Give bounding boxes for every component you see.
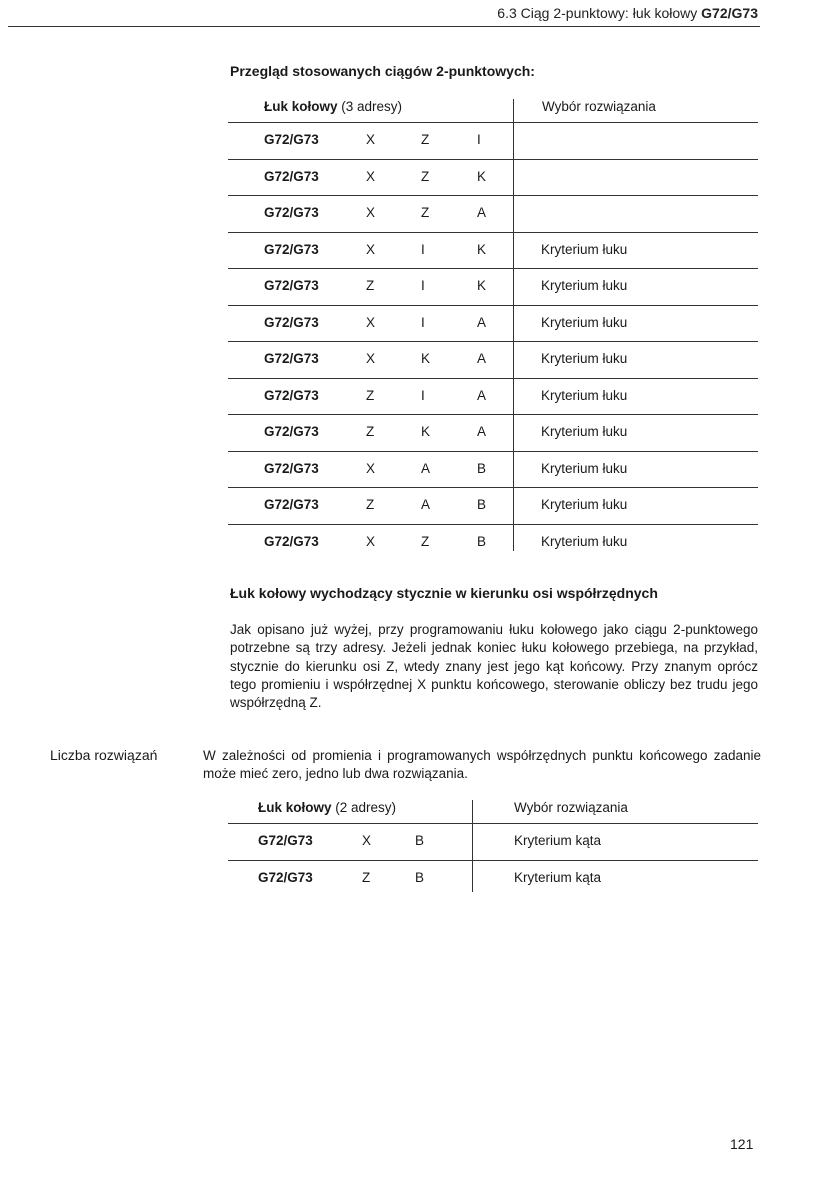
- cell-a2: A: [421, 460, 431, 476]
- table2-header-note: (2 adresy): [331, 800, 397, 815]
- cell-a3: K: [477, 241, 487, 257]
- cell-a3: A: [477, 424, 487, 439]
- cell-choice: Kryterium łuku: [541, 314, 628, 330]
- cell-code: G72/G73: [264, 533, 319, 549]
- cell-a1: Z: [362, 869, 371, 885]
- table-row: [228, 451, 758, 488]
- table-row: [228, 860, 758, 897]
- cell-choice: Kryterium łuku: [541, 497, 628, 512]
- table1-header-right: Wybór rozwiązania: [542, 99, 656, 114]
- cell-a2: K: [421, 351, 431, 366]
- cell-choice: Kryterium łuku: [541, 278, 628, 293]
- header-section-code: G72/G73: [701, 5, 758, 21]
- cell-a3: A: [477, 314, 487, 330]
- cell-choice: Kryterium łuku: [541, 460, 628, 476]
- table2-header-left: [258, 800, 396, 815]
- solutions-paragraph: W zależności od promienia i programowanych współrzędnych punktu końcowego zadanie może mieć zero, jedno lub dwa rozwiązania.: [203, 748, 761, 782]
- cell-a3: A: [477, 387, 487, 403]
- cell-a3: B: [477, 497, 487, 512]
- table-row: [228, 414, 758, 451]
- cell-code: G72/G73: [264, 460, 319, 476]
- cell-choice: Kryterium łuku: [541, 351, 628, 366]
- table-row: [228, 159, 758, 196]
- tangent-title: Łuk kołowy wychodzący stycznie w kierunku osi współrzędnych: [230, 585, 658, 601]
- cell-a1: Z: [366, 424, 375, 439]
- cell-a3: K: [477, 278, 487, 293]
- table-row: [228, 232, 758, 269]
- cell-a1: Z: [366, 387, 375, 403]
- cell-a2: I: [421, 314, 425, 330]
- cell-code: G72/G73: [264, 351, 319, 366]
- cell-code: G72/G73: [264, 241, 319, 257]
- table1-header-left: [264, 99, 402, 114]
- cell-code: G72/G73: [264, 205, 319, 220]
- running-header: [497, 5, 758, 21]
- cell-a1: X: [366, 132, 376, 147]
- table-row: [228, 268, 758, 305]
- cell-a3: A: [477, 205, 487, 220]
- cell-code: G72/G73: [264, 424, 319, 439]
- cell-a2: I: [421, 278, 425, 293]
- cell-code: G72/G73: [264, 314, 319, 330]
- table-row: [228, 305, 758, 342]
- table1-header-bold: Łuk kołowy: [264, 99, 338, 114]
- table2-header-right: Wybór rozwiązania: [514, 800, 628, 815]
- header-section-text: 6.3 Ciąg 2-punktowy: łuk kołowy: [497, 5, 702, 21]
- cell-choice: Kryterium łuku: [541, 241, 628, 257]
- table1-header: [228, 99, 758, 122]
- cell-a2: A: [421, 497, 431, 512]
- cell-code: G72/G73: [264, 132, 319, 147]
- table-row: [228, 378, 758, 415]
- cell-choice: Kryterium łuku: [541, 387, 628, 403]
- table2-body: [228, 823, 758, 896]
- tangent-paragraph: Jak opisano już wyżej, przy programowaniu łuku kołowego jako ciągu 2-punktowego potrzebne są trzy adresy. Jeżeli jednak koniec łuku kołowego przebiega, na przykład, stycznie do kierunku osi Z, wtedy znany jest jego kąt końcowy. Przy znanym oprócz tego promieniu i współrzędnej X punktu końcowego, sterowanie obliczy bez trudu jego współrzędną Z.: [230, 622, 758, 711]
- table-row: [228, 122, 758, 159]
- cell-a2: Z: [421, 168, 430, 184]
- cell-a1: X: [366, 533, 376, 549]
- cell-a3: B: [477, 533, 487, 549]
- cell-a1: X: [366, 205, 376, 220]
- table-row: [228, 524, 758, 561]
- cell-a3: I: [477, 132, 481, 147]
- cell-a3: B: [477, 460, 487, 476]
- cell-code: G72/G73: [264, 387, 319, 403]
- table-row: [228, 341, 758, 378]
- cell-a2: I: [421, 387, 425, 403]
- cell-a1: X: [366, 314, 376, 330]
- cell-a2: K: [421, 424, 431, 439]
- cell-choice: Kryterium łuku: [541, 424, 628, 439]
- page-number: 121: [730, 1136, 754, 1152]
- header-rule: [8, 26, 760, 27]
- table2-header: [228, 800, 758, 823]
- table-row: [228, 487, 758, 524]
- cell-choice: Kryterium kąta: [514, 869, 602, 885]
- cell-a1: X: [366, 241, 376, 257]
- table-row: [228, 823, 758, 860]
- table-row: [228, 195, 758, 232]
- table-2-addresses: [228, 800, 758, 896]
- solutions-margin-label: Liczba rozwiązań: [50, 747, 158, 763]
- cell-a1: X: [366, 351, 376, 366]
- table2-header-bold: Łuk kołowy: [258, 800, 332, 815]
- cell-a2: B: [415, 833, 425, 848]
- table1-header-note: (3 adresy): [337, 99, 403, 114]
- cell-code: G72/G73: [264, 497, 319, 512]
- table1-body: [228, 122, 758, 560]
- cell-a1: X: [366, 460, 376, 476]
- table-3-addresses: [228, 99, 758, 560]
- cell-code: G72/G73: [258, 869, 313, 885]
- cell-a1: Z: [366, 497, 375, 512]
- cell-a1: Z: [366, 278, 375, 293]
- cell-a1: X: [362, 833, 372, 848]
- cell-a2: Z: [421, 205, 430, 220]
- cell-code: G72/G73: [264, 168, 319, 184]
- overview-title: Przegląd stosowanych ciągów 2-punktowych:: [230, 63, 535, 79]
- cell-a2: Z: [421, 132, 430, 147]
- cell-a3: K: [477, 168, 487, 184]
- cell-a1: X: [366, 168, 376, 184]
- cell-choice: Kryterium łuku: [541, 533, 628, 549]
- cell-a2: B: [415, 869, 425, 885]
- cell-choice: Kryterium kąta: [514, 833, 602, 848]
- cell-code: G72/G73: [258, 833, 313, 848]
- cell-a2: Z: [421, 533, 430, 549]
- cell-a2: I: [421, 241, 425, 257]
- cell-a3: A: [477, 351, 487, 366]
- cell-code: G72/G73: [264, 278, 319, 293]
